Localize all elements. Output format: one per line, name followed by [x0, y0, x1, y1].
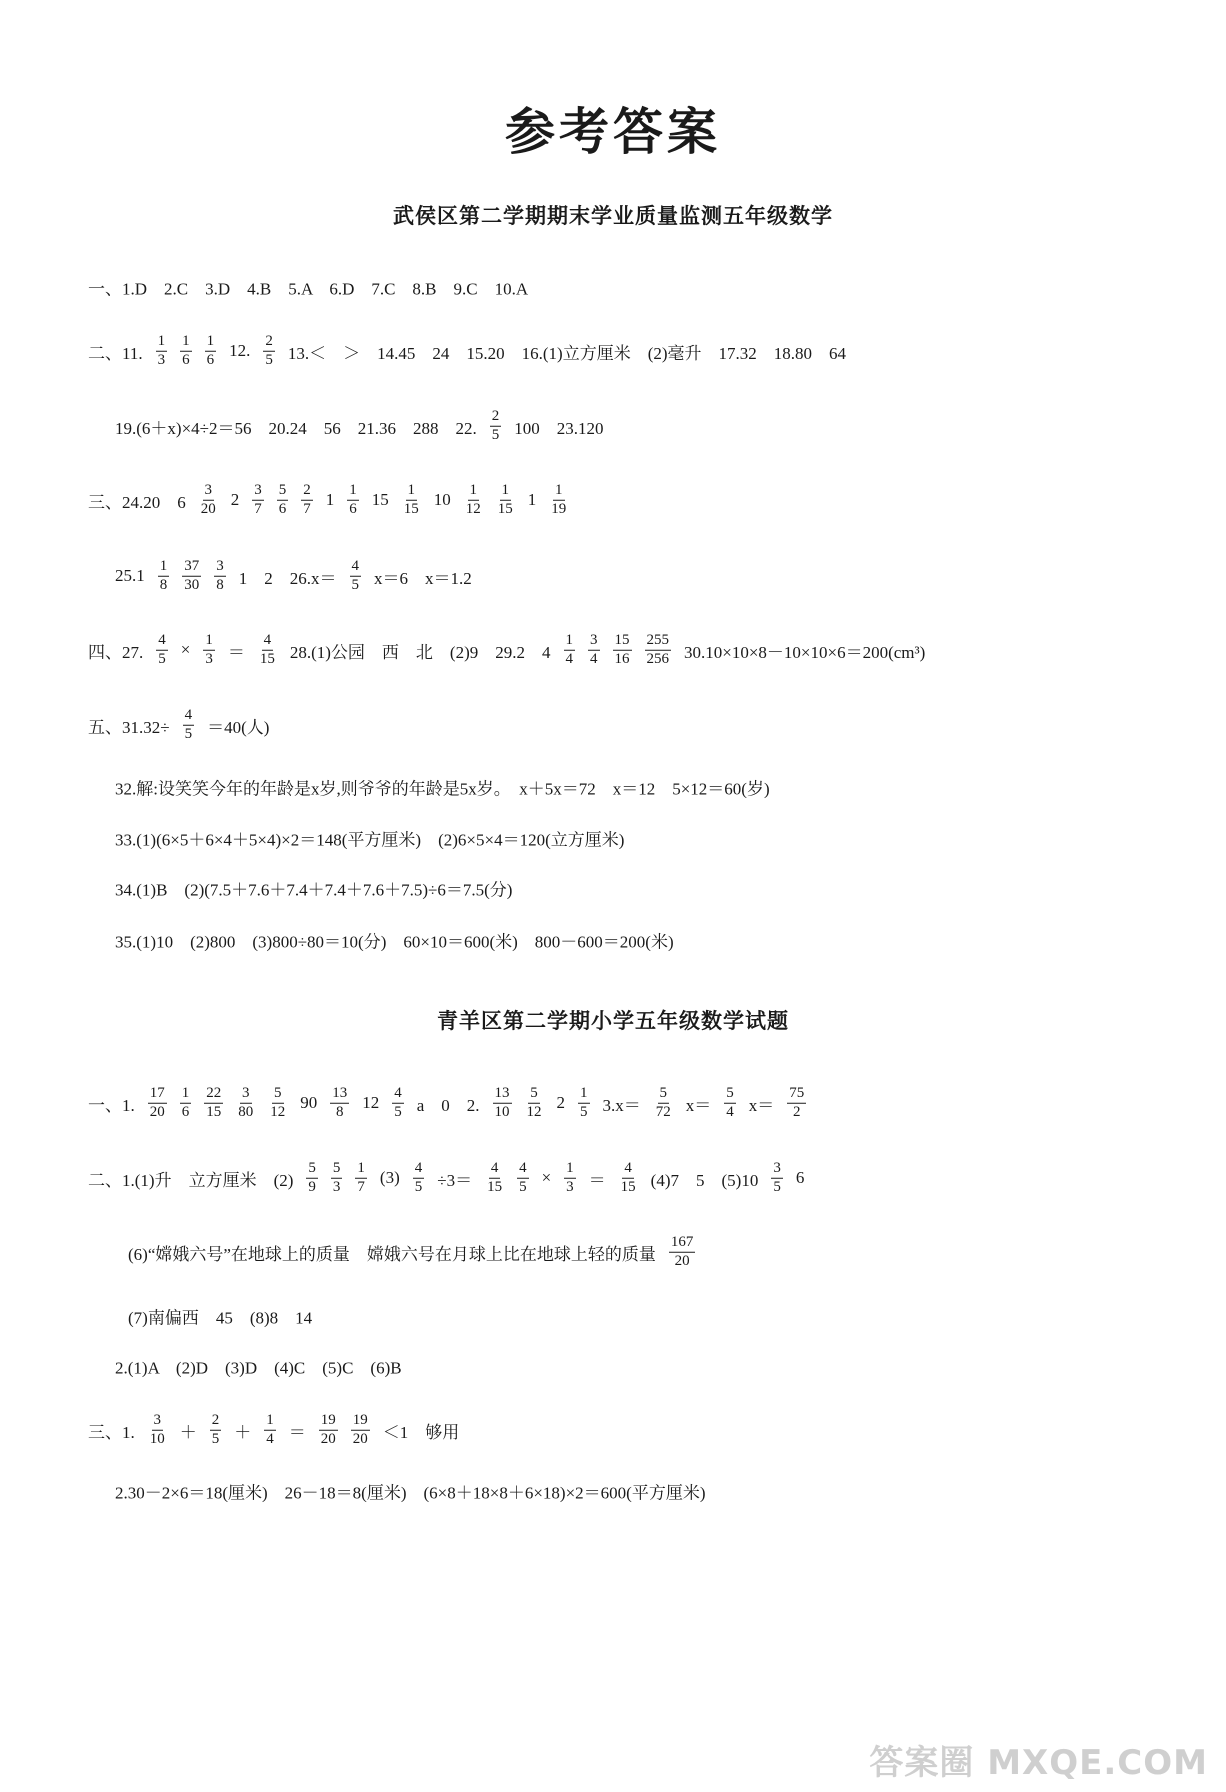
answer-line [115, 1479, 705, 1504]
answer-line [115, 1354, 402, 1379]
fraction: 5 3 [332, 1159, 341, 1195]
fraction: 1 5 [580, 1084, 588, 1120]
answer-line [88, 1086, 806, 1121]
fraction: 2 5 [265, 332, 273, 368]
answer-text: 15 [371, 490, 389, 509]
fraction: 13 10 [494, 1084, 510, 1120]
answer-text: 34.(1)B (2)(7.5＋7.6＋7.4＋7.4＋7.6＋7.5)÷6＝7.5(分) [115, 880, 513, 900]
page-title: 参考答案 [505, 103, 721, 161]
section-heading-qingyang: 青羊区第二学期小学五年级数学试题 [437, 1009, 789, 1033]
fraction: 4 15 [620, 1159, 636, 1195]
answer-line [88, 334, 846, 369]
answer-line [88, 1161, 804, 1196]
fraction: 4 5 [351, 557, 359, 593]
answer-text: 一、1.D 2.C 3.D 4.B 5.A 6.D 7.C 8.B 9.C 10.A [88, 279, 529, 299]
fraction: 5 6 [278, 481, 287, 517]
fraction: 1 15 [403, 481, 419, 517]
answer-line [115, 928, 674, 953]
fraction: 19 20 [352, 1411, 368, 1447]
answer-line [115, 876, 512, 901]
answer-text: 6 [795, 1168, 805, 1187]
fraction: $\frac{1}{3}$ [205, 631, 213, 667]
fraction: $\frac{4}{5}$ [414, 1159, 423, 1195]
answer-text: 12. [229, 341, 251, 360]
answer-text: ＋ [234, 1422, 252, 1442]
answer-text: (7)南偏西 45 (8)8 14 [128, 1308, 313, 1328]
fraction: 3 20 [200, 481, 216, 517]
fraction: 3 8 [216, 557, 224, 593]
answer-text: 32.解:设笑笑今年的年龄是x岁,则爷爷的年龄是5x岁。 x＋5x＝72 x＝12 5×12＝60(岁) [115, 779, 770, 799]
answer-line [115, 559, 472, 594]
fraction: 5 12 [526, 1084, 542, 1120]
answer-line [88, 483, 568, 518]
answer-line [88, 1413, 459, 1448]
answer-text: × [541, 1168, 552, 1187]
fraction: $\frac{4}{5}$ [519, 1159, 527, 1195]
answer-text: 2 [556, 1093, 566, 1112]
answer-text: 19.(6＋x)×4÷2＝56 20.24 56 21.36 288 22. [115, 418, 477, 438]
answer-text: ＝40(人) [207, 717, 270, 737]
fraction: 2 5 [491, 407, 500, 443]
fraction: 75 2 [789, 1084, 805, 1120]
fraction: 1 12 [465, 481, 481, 517]
answer-text: 35.(1)10 (2)800 (3)800÷80＝10(分) 60×10＝600(米) 800－600＝200(米) [115, 932, 674, 952]
answer-text: 五、31.32÷ [88, 717, 170, 737]
answer-text: (4)7 5 (5)10 [650, 1170, 759, 1190]
answer-line [128, 1235, 695, 1270]
answer-text: 三、24.20 6 [88, 492, 186, 512]
answer-text: ＝ [227, 642, 245, 662]
fraction: 15 16 [614, 631, 630, 667]
answer-text: 2 [230, 490, 240, 509]
answer-text: 100 23.120 [514, 418, 604, 438]
fraction: 1 8 [159, 557, 168, 593]
answer-line [88, 708, 269, 743]
answer-text: (6)“嫦娥六号”在地球上的质量 嫦娥六号在月球上比在地球上轻的质量 [128, 1244, 656, 1264]
fraction: 1 4 [565, 631, 573, 667]
fraction: 167 20 [670, 1233, 694, 1269]
fraction: 3 80 [238, 1084, 254, 1120]
answer-text: 二、1.(1)升 立方厘米 (2) [88, 1170, 294, 1190]
answer-text: 四、27. [88, 642, 144, 662]
fraction: 22 15 [206, 1084, 222, 1120]
watermark-logo: 答案圈 MXQE.COM [869, 1743, 1208, 1783]
fraction: 4 15 [259, 631, 275, 667]
answer-text: 1 2 26.x＝ [238, 568, 337, 588]
fraction: 1 6 [181, 1084, 190, 1120]
answer-text: 28.(1)公园 西 北 (2)9 29.2 4 [289, 642, 551, 662]
answer-text: ÷3＝ [437, 1170, 473, 1190]
answer-line [115, 775, 770, 800]
fraction: 1 7 [357, 1159, 365, 1195]
answer-text: 10 [433, 490, 451, 509]
fraction: $\frac{4}{5}$ [158, 631, 166, 667]
answer-text: 2.(1)A (2)D (3)D (4)C (5)C (6)B [115, 1358, 402, 1378]
fraction: 5 72 [655, 1084, 671, 1120]
answer-line [88, 275, 528, 300]
fraction: 3 7 [254, 481, 262, 517]
answer-text: 33.(1)(6×5＋6×4＋5×4)×2＝148(平方厘米) (2)6×5×4＝120(立方厘米) [115, 830, 625, 850]
fraction: 1 4 [266, 1411, 274, 1447]
fraction: 37 30 [184, 557, 200, 593]
answer-text: ＋ [179, 1422, 197, 1442]
answer-text: 一、1. [88, 1095, 135, 1115]
answer-line [115, 826, 624, 851]
answer-text: × [180, 640, 191, 659]
answer-line [128, 1304, 312, 1329]
fraction: $\frac{1}{3}$ [566, 1159, 574, 1195]
answer-text: (3) [379, 1168, 400, 1187]
fraction: 4 5 [394, 1084, 402, 1120]
answer-text: 1 [325, 490, 335, 509]
fraction: 3 10 [149, 1411, 165, 1447]
section-heading-wuhou: 武侯区第二学期期末学业质量监测五年级数学 [393, 204, 833, 228]
fraction: 1 6 [182, 332, 190, 368]
fraction: 2 7 [303, 481, 311, 517]
fraction: 5 9 [308, 1159, 316, 1195]
fraction: 3 5 [773, 1159, 781, 1195]
answer-line [115, 409, 604, 444]
answer-text: 三、1. [88, 1422, 135, 1442]
answer-text: 13.＜ ＞ 14.45 24 15.20 16.(1)立方厘米 (2)毫升 17.32 18.80 64 [287, 343, 847, 363]
fraction: 5 12 [270, 1084, 286, 1120]
answer-text: 3.x＝ [602, 1095, 641, 1115]
answer-line [88, 633, 925, 668]
fraction: 1 6 [349, 481, 357, 517]
answer-text: 2.30－2×6＝18(厘米) 26－18＝8(厘米) (6×8＋18×8＋6×18)×2＝600(平方厘米) [115, 1483, 706, 1503]
fraction: 5 4 [726, 1084, 734, 1120]
fraction: 1 15 [497, 481, 513, 517]
fraction: $\frac{4}{5}$ [184, 706, 193, 742]
answer-text: x＝6 x＝1.2 [374, 568, 472, 588]
answer-text: x＝ [685, 1095, 712, 1115]
answer-text: ＝ [588, 1170, 606, 1190]
answer-text: 30.10×10×8－10×10×6＝200(cm³) [684, 642, 926, 662]
fraction: 17 20 [149, 1084, 165, 1120]
fraction: 255 256 [646, 631, 669, 667]
answer-text: 12 [362, 1093, 380, 1112]
fraction: 3 4 [590, 631, 598, 667]
fraction: 19 20 [320, 1411, 336, 1447]
fraction: 4 15 [487, 1159, 503, 1195]
fraction: 1 6 [206, 332, 215, 368]
answer-text: 二、11. [88, 343, 143, 363]
fraction: 1 19 [551, 481, 567, 517]
answer-text: a 0 2. [416, 1095, 480, 1115]
answer-text: 90 [300, 1093, 318, 1112]
fraction: 1 3 [157, 332, 166, 368]
answer-text: 25.1 [115, 566, 145, 585]
answer-text: ＝ [288, 1422, 306, 1442]
answer-text: ＜1 够用 [382, 1422, 460, 1442]
answer-text: x＝ [748, 1095, 775, 1115]
fraction: 13 8 [332, 1084, 348, 1120]
answer-text: 1 [527, 490, 537, 509]
fraction: 2 5 [211, 1411, 220, 1447]
